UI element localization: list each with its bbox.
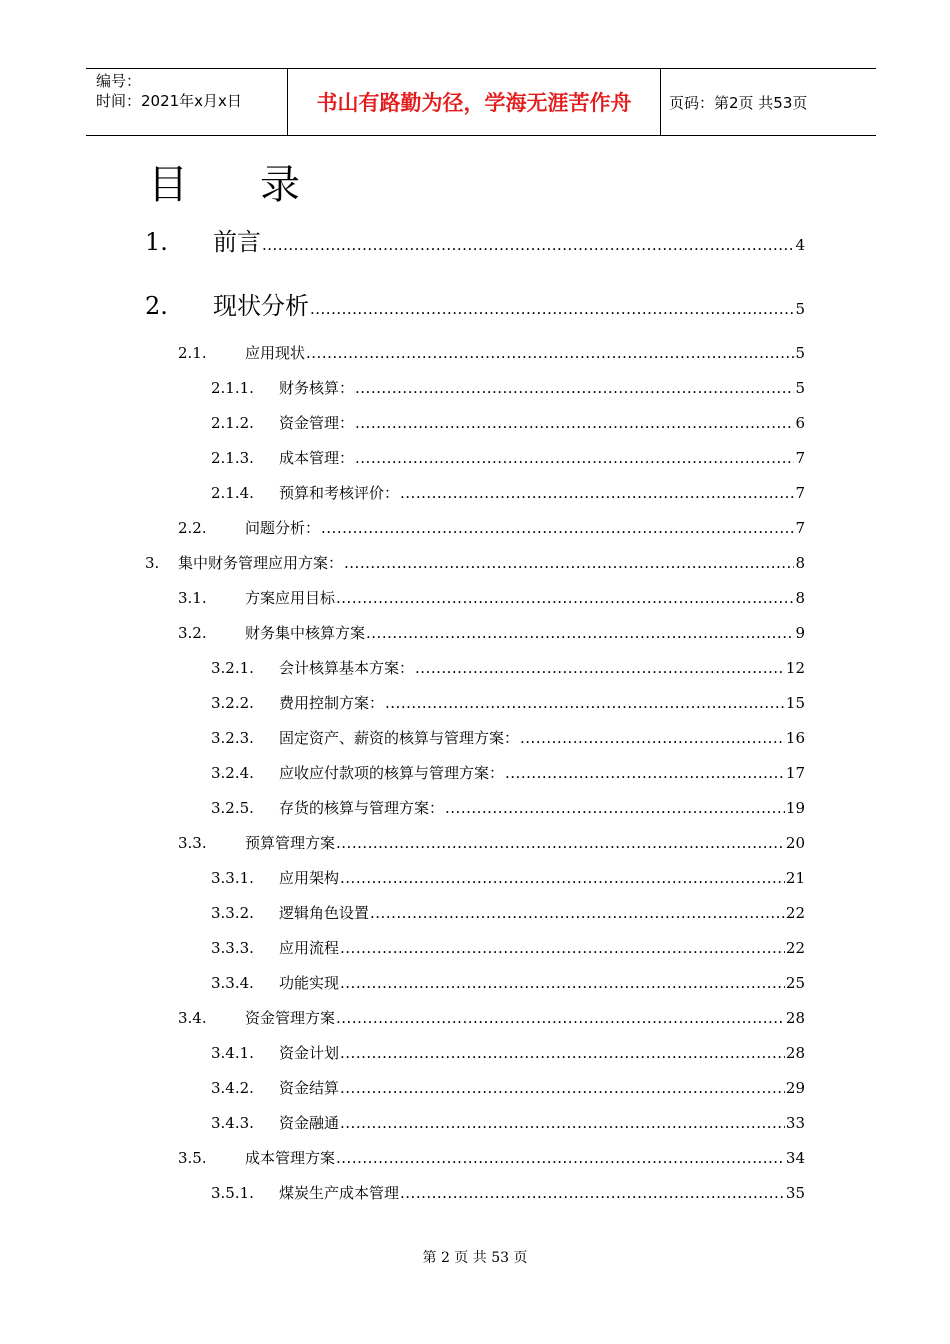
page-header — [86, 68, 876, 136]
toc-entry-label: 资金计划 — [279, 1044, 340, 1062]
toc-entry[interactable] — [211, 937, 805, 958]
toc-entry[interactable] — [211, 377, 805, 398]
toc-entry-label: 预算和考核评价： — [279, 484, 400, 502]
toc-entry-number: 2.1.2. — [211, 414, 254, 432]
toc-entry[interactable] — [178, 832, 805, 853]
toc-entry-page: 5 — [795, 300, 805, 318]
toc-entry-label: 成本管理： — [279, 449, 355, 467]
toc-leader-dots — [355, 414, 794, 432]
toc-entry-label: 现状分析 — [213, 292, 309, 320]
toc-entry-number: 3.2. — [178, 624, 207, 642]
toc-leader-dots — [262, 236, 794, 254]
toc-leader-dots — [340, 1044, 785, 1062]
header-number: 编号： — [96, 72, 142, 90]
toc-entry-number: 2.1.3. — [211, 449, 254, 467]
toc-entry[interactable] — [211, 692, 805, 713]
toc-entry-page: 22 — [785, 904, 805, 922]
toc-entry[interactable] — [211, 1182, 805, 1203]
toc-leader-dots — [321, 519, 794, 537]
toc-entry-label: 功能实现 — [279, 974, 340, 992]
toc-entry[interactable] — [145, 222, 805, 257]
toc-leader-dots — [306, 344, 794, 362]
toc-leader-dots — [336, 589, 794, 607]
toc-leader-dots — [336, 834, 785, 852]
toc-entry-number: 3.2.4. — [211, 764, 254, 782]
toc-leader-dots — [400, 484, 794, 502]
toc-entry-number: 3.3. — [178, 834, 207, 852]
toc-leader-dots — [355, 379, 794, 397]
toc-title-char2: 录 — [260, 162, 300, 208]
toc-leader-dots — [310, 300, 794, 318]
toc-entry-number: 3.2.1. — [211, 659, 254, 677]
toc-entry-label: 资金融通 — [279, 1114, 340, 1132]
toc-entry-label: 会计核算基本方案： — [279, 659, 415, 677]
toc-leader-dots — [505, 764, 785, 782]
toc-entry[interactable] — [178, 587, 805, 608]
toc-entry-number: 2.2. — [178, 519, 207, 537]
toc-leader-dots — [340, 869, 785, 887]
toc-entry[interactable] — [178, 342, 805, 363]
toc-entry-number: 3.2.2. — [211, 694, 254, 712]
toc-entry-page: 29 — [785, 1079, 805, 1097]
toc-entry-number: 2. — [145, 292, 168, 320]
toc-entry[interactable] — [145, 552, 805, 573]
toc-leader-dots — [445, 799, 785, 817]
toc-entry[interactable] — [211, 797, 805, 818]
toc-leader-dots — [520, 729, 785, 747]
toc-entry[interactable] — [145, 286, 805, 321]
toc-entry[interactable] — [178, 1007, 805, 1028]
toc-entry-label: 资金管理方案 — [245, 1009, 336, 1027]
toc-entry-label: 集中财务管理应用方案： — [178, 554, 344, 572]
toc-entry[interactable] — [211, 1112, 805, 1133]
toc-entry-number: 3.5. — [178, 1149, 207, 1167]
toc-leader-dots — [336, 1149, 785, 1167]
toc-entry-page: 9 — [795, 624, 805, 642]
toc-entry-page: 35 — [785, 1184, 805, 1202]
toc-leader-dots — [355, 449, 794, 467]
toc-entry[interactable] — [211, 412, 805, 433]
toc-entry[interactable] — [211, 972, 805, 993]
toc-entry-label: 固定资产、薪资的核算与管理方案： — [279, 729, 520, 747]
toc-entry-number: 2.1.4. — [211, 484, 254, 502]
toc-entry-page: 8 — [795, 589, 805, 607]
toc-entry-page: 28 — [785, 1009, 805, 1027]
toc-entry-number: 3.3.4. — [211, 974, 254, 992]
toc-entry-label: 预算管理方案 — [245, 834, 336, 852]
toc-entry-number: 3.3.2. — [211, 904, 254, 922]
toc-entry[interactable] — [211, 762, 805, 783]
toc-entry-page: 19 — [785, 799, 805, 817]
toc-entry-label: 方案应用目标 — [245, 589, 336, 607]
header-time: 时间：2021年x月x日 — [96, 92, 242, 110]
toc-entry[interactable] — [211, 447, 805, 468]
toc-title — [148, 160, 300, 210]
toc-entry[interactable] — [178, 1147, 805, 1168]
toc-entry-page: 21 — [785, 869, 805, 887]
toc-leader-dots — [385, 694, 785, 712]
toc-entry-page: 5 — [795, 379, 805, 397]
toc-leader-dots — [366, 624, 794, 642]
toc-entry-number: 3.1. — [178, 589, 207, 607]
toc-entry-page: 4 — [795, 236, 805, 254]
toc-entry[interactable] — [211, 1077, 805, 1098]
toc-entry-label: 费用控制方案： — [279, 694, 385, 712]
toc-leader-dots — [370, 904, 785, 922]
toc-entry-label: 应用架构 — [279, 869, 340, 887]
header-page-info: 页码：第2页 共53页 — [669, 93, 808, 112]
toc-entry-page: 25 — [785, 974, 805, 992]
toc-entry[interactable] — [178, 622, 805, 643]
page-footer: 第 2 页 共 53 页 — [422, 1250, 528, 1266]
toc-entry-label: 财务集中核算方案 — [245, 624, 366, 642]
toc-entry-number: 3. — [145, 554, 160, 572]
toc-leader-dots — [340, 1114, 785, 1132]
toc-entry[interactable] — [211, 727, 805, 748]
toc-entry-number: 3.4.2. — [211, 1079, 254, 1097]
toc-entry-page: 6 — [795, 414, 805, 432]
toc-leader-dots — [340, 939, 785, 957]
toc-leader-dots — [400, 1184, 785, 1202]
toc-entry-page: 34 — [785, 1149, 805, 1167]
toc-entry[interactable] — [211, 867, 805, 888]
toc-entry[interactable] — [211, 482, 805, 503]
toc-entry-label: 成本管理方案 — [245, 1149, 336, 1167]
toc-entry-label: 应用现状 — [245, 344, 306, 362]
toc-entry-number: 3.5.1. — [211, 1184, 254, 1202]
toc-entry-page: 20 — [785, 834, 805, 852]
toc-leader-dots — [344, 554, 794, 572]
toc-entry-page: 7 — [795, 519, 805, 537]
toc-leader-dots — [336, 1009, 785, 1027]
toc-entry-page: 7 — [795, 449, 805, 467]
toc-entry-label: 煤炭生产成本管理 — [279, 1184, 400, 1202]
toc-entry-number: 3.2.3. — [211, 729, 254, 747]
toc-entry-label: 逻辑角色设置 — [279, 904, 370, 922]
toc-entry-label: 存货的核算与管理方案： — [279, 799, 445, 817]
header-motto: 书山有路勤为径，学海无涯苦作舟 — [288, 69, 661, 135]
toc-entry-page: 17 — [785, 764, 805, 782]
toc-entry-label: 问题分析： — [245, 519, 321, 537]
toc-entry-number: 3.4. — [178, 1009, 207, 1027]
toc-entry-label: 应用流程 — [279, 939, 340, 957]
toc-entry-page: 12 — [785, 659, 805, 677]
toc-entry-page: 28 — [785, 1044, 805, 1062]
toc-entry-number: 3.4.1. — [211, 1044, 254, 1062]
toc-entry[interactable] — [211, 657, 805, 678]
toc-entry-label: 资金管理： — [279, 414, 355, 432]
toc-entry-label: 财务核算： — [279, 379, 355, 397]
toc-entry-number: 3.3.3. — [211, 939, 254, 957]
toc-entry-page: 33 — [785, 1114, 805, 1132]
toc-entry-label: 应收应付款项的核算与管理方案： — [279, 764, 505, 782]
toc-entry-page: 8 — [795, 554, 805, 572]
toc-entry-number: 1. — [145, 228, 168, 256]
toc-leader-dots — [415, 659, 785, 677]
toc-entry-number: 2.1.1. — [211, 379, 254, 397]
toc-entry-label: 前言 — [213, 228, 261, 256]
toc-entry-page: 22 — [785, 939, 805, 957]
toc-leader-dots — [340, 1079, 785, 1097]
toc-entry-page: 16 — [785, 729, 805, 747]
toc-entry[interactable] — [211, 902, 805, 923]
toc-entry-number: 3.3.1. — [211, 869, 254, 887]
toc-entry-number: 2.1. — [178, 344, 207, 362]
toc-entry-page: 7 — [795, 484, 805, 502]
header-meta — [86, 69, 288, 135]
toc-entry-page: 15 — [785, 694, 805, 712]
toc-entry-number: 3.2.5. — [211, 799, 254, 817]
toc-entry-page: 5 — [795, 344, 805, 362]
toc-leader-dots — [340, 974, 785, 992]
toc-title-char1: 目 — [148, 162, 188, 208]
toc-entry[interactable] — [211, 1042, 805, 1063]
toc-entry-label: 资金结算 — [279, 1079, 340, 1097]
toc-entry[interactable] — [178, 517, 805, 538]
toc-entry-number: 3.4.3. — [211, 1114, 254, 1132]
